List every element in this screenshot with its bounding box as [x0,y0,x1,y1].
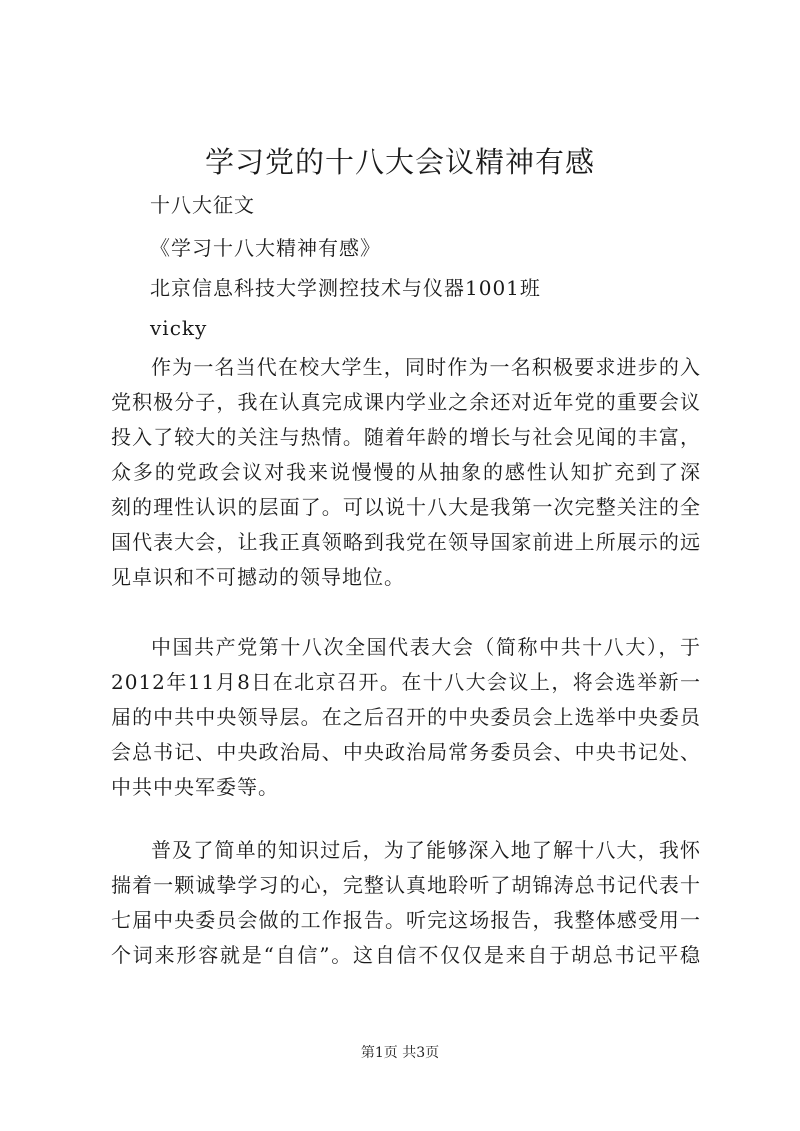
paragraph-3 [111,833,701,973]
paragraph-line: 七届中央委员会做的工作报告。听完这场报告，我整体感受用一 [111,908,701,932]
paragraph-line: 投入了较大的关注与热情。随着年龄的增长与社会见闻的丰富， [111,425,701,449]
paragraph-line: 作为一名当代在校大学生，同时作为一名积极要求进步的入 [151,355,701,379]
paragraph-line: 中共中央军委等。 [111,775,279,799]
paragraph-2 [111,630,701,805]
paragraph-line: 揣着一颗诚挚学习的心，完整认真地聆听了胡锦涛总书记代表十 [111,873,701,897]
paragraph-line: 2012年11月8日在北京召开。在十八大会议上，将会选举新一 [111,670,701,694]
paragraph-line: 国代表大会，让我正真领略到我党在领导国家前进上所展示的远 [111,530,701,554]
paragraph-line: 个词来形容就是“自信”。这自信不仅仅是来自于胡总书记平稳 [111,943,701,967]
paragraph-line: 会总书记、中央政治局、中央政治局常务委员会、中央书记处、 [111,740,701,764]
paragraph-line: 中国共产党第十八次全国代表大会（简称中共十八大），于 [151,635,701,659]
paragraph-line: 党积极分子，我在认真完成课内学业之余还对近年党的重要会议 [111,390,701,414]
meta-line-essay-title: 《学习十八大精神有感》 [150,236,381,260]
meta-line-affiliation: 北京信息科技大学测控技术与仪器1001班 [150,276,541,300]
paragraph-line: 普及了简单的知识过后，为了能够深入地了解十八大，我怀 [151,838,701,862]
meta-line-author: vicky [150,316,208,340]
meta-line-category: 十八大征文 [150,193,255,217]
paragraph-1 [111,350,701,595]
document-title: 学习党的十八大会议精神有感 [204,145,595,179]
paragraph-line: 众多的党政会议对我来说慢慢的从抽象的感性认知扩充到了深 [111,460,701,484]
paragraph-line: 见卓识和不可撼动的领导地位。 [111,565,405,589]
paragraph-line: 刻的理性认识的层面了。可以说十八大是我第一次完整关注的全 [111,495,701,519]
paragraph-line: 届的中共中央领导层。在之后召开的中央委员会上选举中央委员 [111,705,701,729]
page-number-footer: 第1页 共3页 [360,1045,440,1061]
